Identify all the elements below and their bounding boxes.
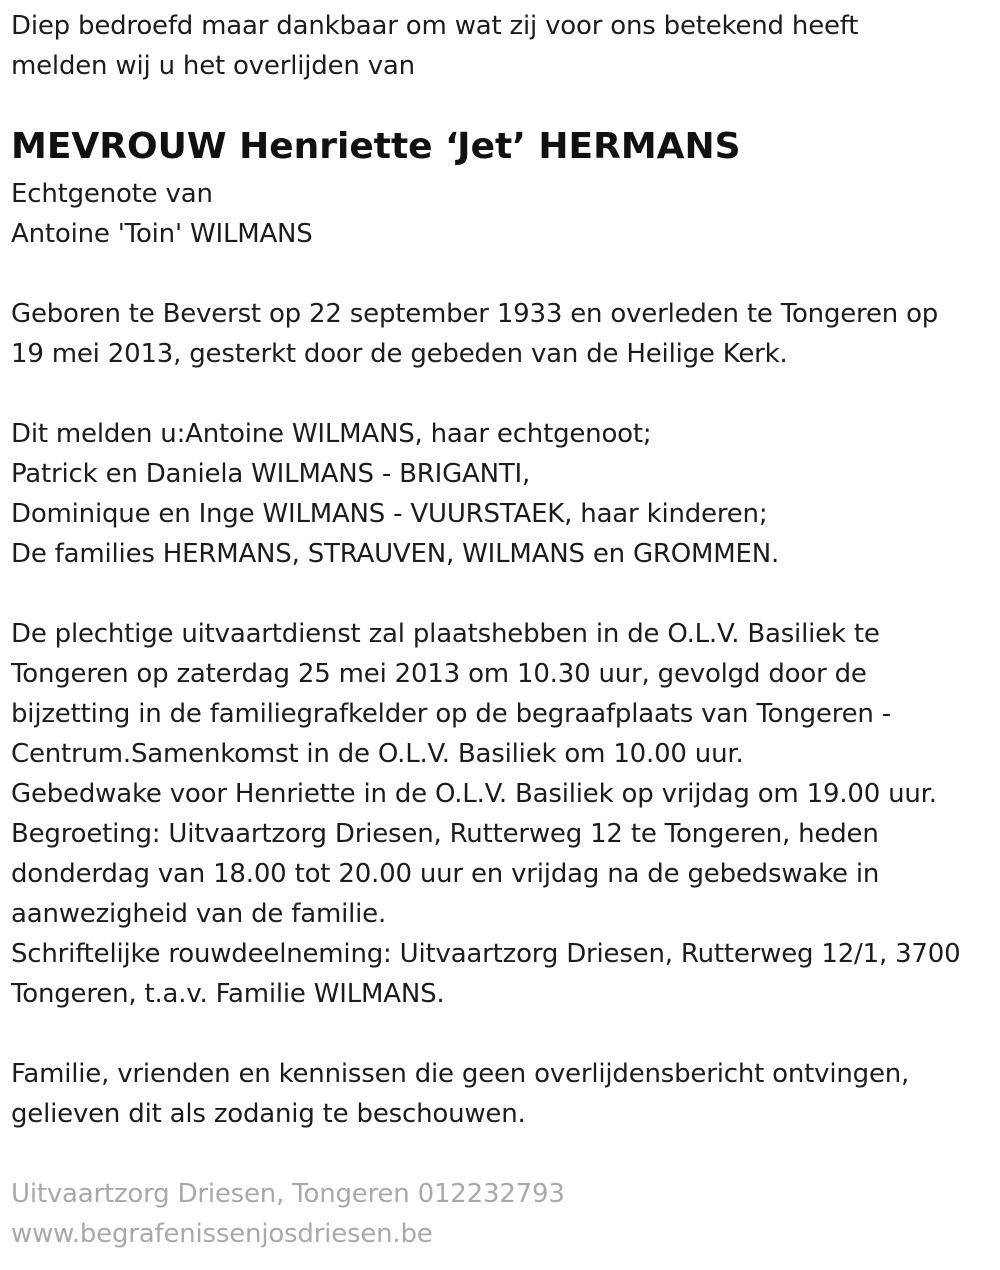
birth-death-line: 19 mei 2013, gesterkt door de gebeden van de Heilige Kerk. [11, 339, 788, 369]
service-line: Schriftelijke rouwdeelneming: Uitvaartzorg Driesen, Rutterweg 12/1, 3700 [11, 939, 961, 969]
service-line: aanwezigheid van de familie. [11, 899, 387, 929]
service-line: Gebedwake voor Henriette in de O.L.V. Basiliek op vrijdag om 19.00 uur. [11, 779, 937, 809]
service-paragraph [11, 614, 960, 1014]
spouse-line: Echtgenote van [11, 179, 213, 209]
family-line: Patrick en Daniela WILMANS - BRIGANTI, [11, 459, 531, 489]
service-line: Tongeren op zaterdag 25 mei 2013 om 10.30 uur, gevolgd door de [11, 659, 867, 689]
service-line: Begroeting: Uitvaartzorg Driesen, Rutterweg 12 te Tongeren, heden [11, 819, 879, 849]
service-line: donderdag van 18.00 tot 20.00 uur en vrijdag na de gebedswake in [11, 859, 880, 889]
closing-line: Familie, vrienden en kennissen die geen overlijdensbericht ontvingen, [11, 1059, 910, 1089]
closing-line: gelieven dit als zodanig te beschouwen. [11, 1099, 526, 1129]
service-line: Tongeren, t.a.v. Familie WILMANS. [11, 979, 445, 1009]
intro-paragraph [11, 6, 858, 86]
family-line: Dominique en Inge WILMANS - VUURSTAEK, haar kinderen; [11, 499, 768, 529]
family-line: Dit melden u:Antoine WILMANS, haar echtgenoot; [11, 419, 652, 449]
service-line: De plechtige uitvaartdienst zal plaatshebben in de O.L.V. Basiliek te [11, 619, 880, 649]
closing-paragraph [11, 1054, 909, 1134]
service-line: Centrum.Samenkomst in de O.L.V. Basiliek om 10.00 uur. [11, 739, 744, 769]
intro-line: Diep bedroefd maar dankbaar om wat zij voor ons betekend heeft [11, 11, 859, 41]
family-paragraph [11, 414, 779, 574]
birth-death-line: Geboren te Beverst op 22 september 1933 en overleden te Tongeren op [11, 299, 939, 329]
birth-death-paragraph [11, 294, 938, 374]
spouse-paragraph [11, 174, 313, 254]
deceased-name: MEVROUW Henriette ‘Jet’ HERMANS [11, 126, 741, 167]
spouse-line: Antoine 'Toin' WILMANS [11, 219, 313, 249]
footer [11, 1174, 565, 1254]
family-line: De families HERMANS, STRAUVEN, WILMANS en GROMMEN. [11, 539, 780, 569]
intro-line: melden wij u het overlijden van [11, 51, 415, 81]
funeral-home-text: Uitvaartzorg Driesen, Tongeren 012232793 [11, 1179, 565, 1209]
service-line: bijzetting in de familiegrafkelder op de begraafplaats van Tongeren - [11, 699, 891, 729]
website-link[interactable]: www.begrafenissenjosdriesen.be [11, 1219, 433, 1249]
